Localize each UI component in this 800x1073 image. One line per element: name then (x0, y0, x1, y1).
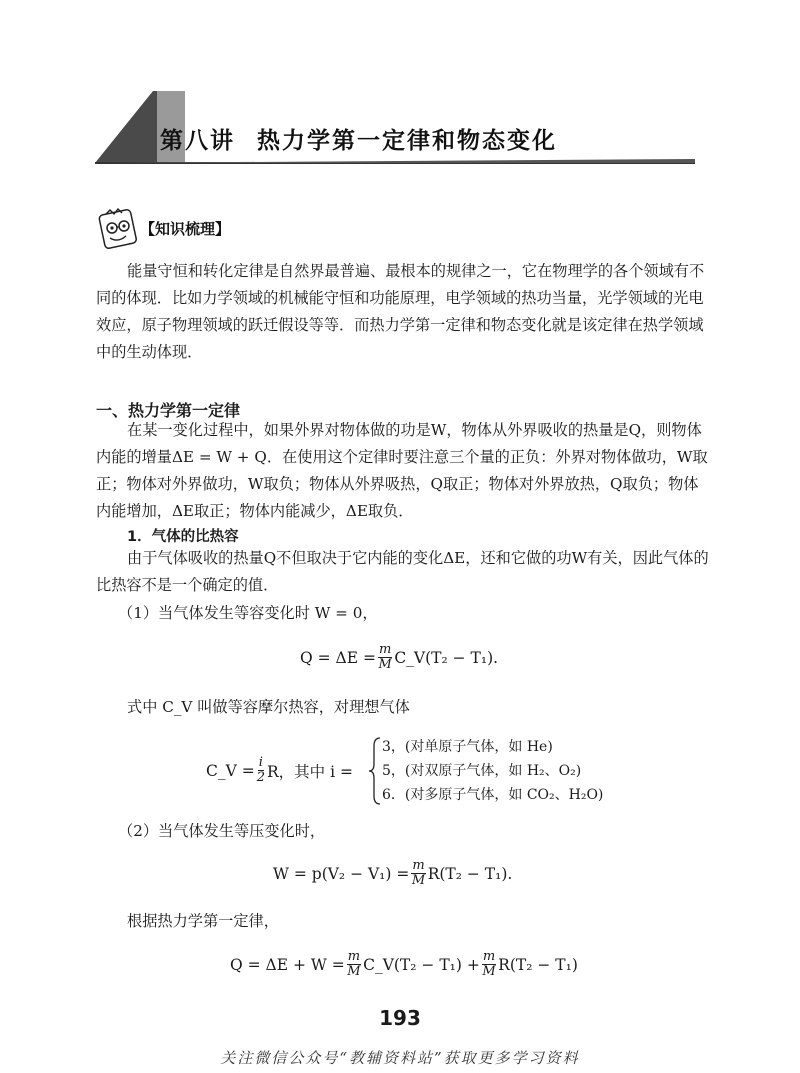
eq3-left: W = p(V₂ − V₁) = (273, 864, 410, 883)
fraction-m-over-M (411, 859, 425, 888)
eq2-mid: R，其中 i = (267, 762, 353, 781)
frac-den: M (347, 964, 361, 979)
frac-num: m (347, 949, 361, 964)
chapter-number: 第八讲 (160, 128, 235, 154)
fraction-m-over-M (347, 950, 361, 979)
left-brace-icon (368, 736, 382, 806)
equation-isobaric-work (273, 859, 512, 888)
degrees-of-freedom-cases (368, 736, 628, 806)
case-monatomic: 3，(对单原子气体，如 He) (382, 739, 553, 755)
isochoric-case-line: （1）当气体发生等容变化时 W = 0， (118, 604, 378, 622)
law-paragraph: 在某一变化过程中，如果外界对物体做的功是W，物体从外界吸收的热量是Q，则物体内能的增量ΔE = W + Q．在使用这个定律时要注意三个量的正负：外界对物体做功，W取正；物体对外界做功，W取负；物体从外界吸热，Q取正；物体对外界放热，Q取负；物体内能增加，ΔE取正；物体内能减少，ΔE取负． (96, 421, 708, 520)
section-heading: 一、热力学第一定律 (96, 401, 241, 420)
eq4-right: R(T₂ − T₁) (498, 955, 578, 974)
equation-isochoric-heat (300, 643, 498, 672)
eq2-left: C_V = (206, 761, 255, 780)
first-law-line: 根据热力学第一定律， (127, 912, 279, 930)
frac-den: M (411, 873, 426, 888)
chapter-name: 热力学第一定律和物态变化 (257, 128, 557, 154)
intro-paragraph: 能量守恒和转化定律是自然界最普遍、最根本的规律之一，它在物理学的各个领域有不同的体现．比如力学领域的机械能守恒和功能原理，电学领域的热功当量，光学领域的光电效应，原子物理领域的跃迁假设等等．而热力学第一定律和物态变化就是该定律在热学领域中的生动体现． (96, 262, 705, 361)
chapter-title (160, 122, 557, 155)
reading-mascot-icon (96, 208, 140, 252)
cv-note-line: 式中 C_V 叫做等容摩尔热容，对理想气体 (127, 698, 410, 716)
page-number: 193 (379, 1006, 421, 1030)
frac-num: m (482, 949, 496, 964)
section-label: 【知识梳理】 (140, 220, 231, 238)
frac-num: i (258, 755, 263, 770)
specific-heat-paragraph: 由于气体吸收的热量Q不但取决于它内能的变化ΔE，还和它做的功W有关，因此气体的比热容不是一个确定的值． (96, 549, 709, 594)
equation-cv-definition (206, 756, 353, 785)
case-polyatomic: 6．(对多原子气体，如 CO₂、H₂O) (382, 787, 604, 803)
subsection-heading: 1．气体的比热容 (127, 529, 239, 545)
fraction-m-over-M (378, 643, 392, 672)
footer-note: 关注微信公众号“教辅资料站”获取更多学习资料 (220, 1049, 580, 1067)
eq1-right: C_V(T₂ − T₁). (394, 648, 499, 667)
frac-num: m (378, 642, 392, 657)
frac-num: m (412, 858, 425, 873)
equation-isobaric-heat (230, 950, 578, 979)
eq4-mid: C_V(T₂ − T₁) + (363, 955, 480, 974)
fraction-i-over-2 (257, 756, 265, 785)
eq4-left: Q = ΔE + W = (230, 955, 345, 974)
frac-den: 2 (256, 770, 265, 785)
frac-den: M (378, 657, 392, 672)
eq3-right: R(T₂ − T₁). (427, 864, 513, 883)
fraction-m-over-M (482, 950, 496, 979)
isobaric-case-line: （2）当气体发生等压变化时， (118, 822, 326, 840)
case-diatomic: 5，(对双原子气体，如 H₂、O₂) (382, 763, 582, 779)
frac-den: M (482, 964, 496, 979)
eq1-left: Q = ΔE = (300, 648, 376, 667)
